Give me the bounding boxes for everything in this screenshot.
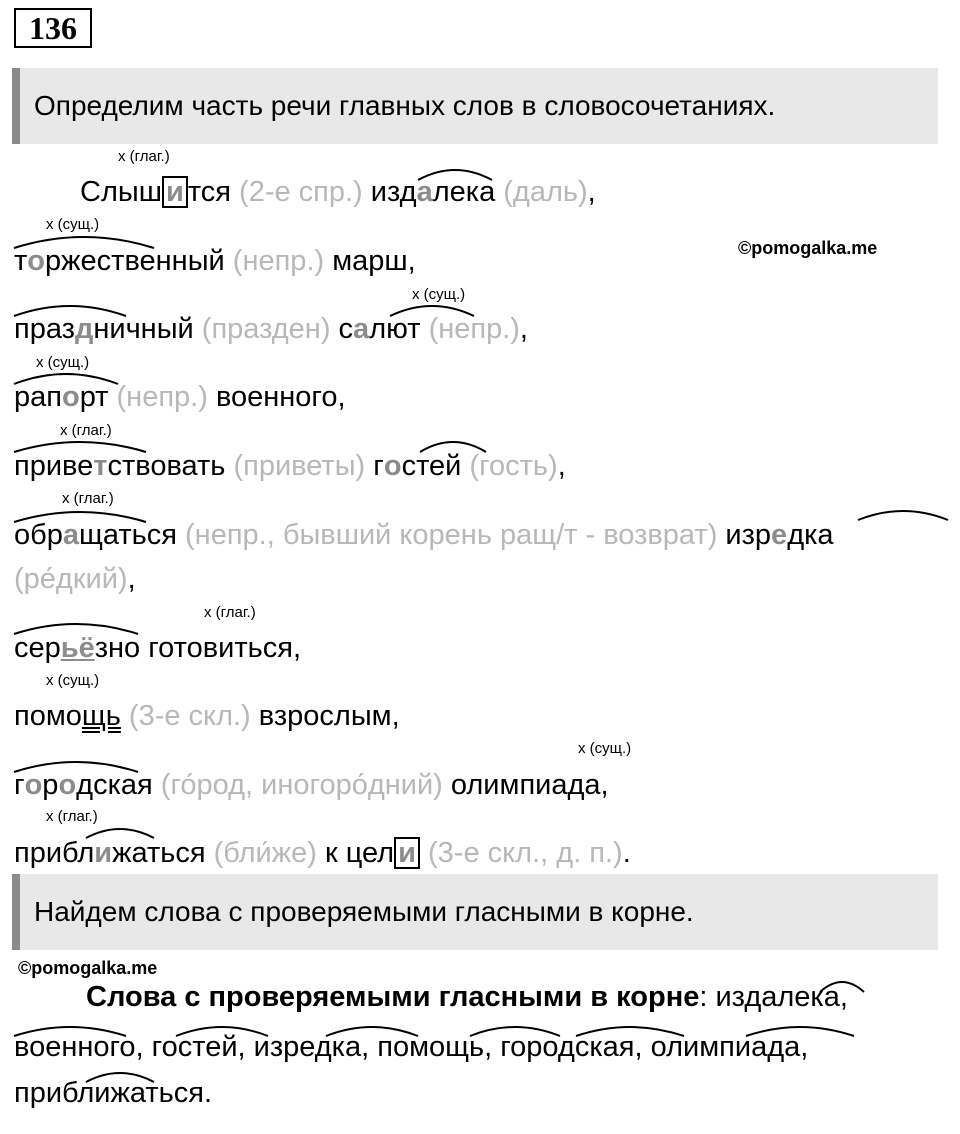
word-part: марш,	[332, 245, 416, 277]
hint: (2-е спр.)	[230, 176, 371, 208]
highlight-letter: д	[74, 313, 94, 345]
phrase-line-5	[14, 449, 566, 483]
word-part: дская	[76, 769, 153, 801]
phrase-line-3	[14, 312, 528, 346]
watermark: ©pomogalka.me	[18, 958, 158, 978]
word-part: зно готовиться,	[94, 632, 302, 664]
hint: (3-е скл., д. п.)	[419, 837, 623, 869]
watermark: ©pomogalka.me	[738, 238, 878, 258]
word-part: р	[42, 769, 59, 801]
note-verb: x (глаг.)	[118, 148, 170, 165]
answer-line-3	[14, 1076, 212, 1110]
word-part: обр	[14, 519, 63, 551]
phrase-line-6	[14, 518, 834, 552]
answer-text: : издалека,	[699, 981, 848, 1013]
word-part: г	[14, 769, 25, 801]
answer-text: военного, гостей, изредка, помощь, городская, олимпиада,	[14, 1031, 809, 1063]
word-part: жаться	[112, 837, 206, 869]
hint: (празден)	[193, 313, 339, 345]
word-part: военного,	[215, 381, 346, 413]
note-noun: x (сущ.)	[578, 740, 632, 757]
word-part: изд	[370, 176, 417, 208]
note-verb: x (глаг.)	[204, 604, 256, 621]
word-part: ничный	[93, 313, 194, 345]
highlight-letter: а	[353, 313, 370, 345]
highlight-letter: ё	[78, 632, 95, 664]
highlight-letter: о	[383, 450, 402, 482]
phrase-line-11	[14, 836, 631, 870]
word-part: лека	[432, 176, 496, 208]
word-part: дка	[787, 519, 834, 551]
word-part: лют	[369, 313, 421, 345]
word-part: сер	[14, 632, 61, 664]
phrase-line-7	[14, 562, 136, 596]
answer-line-1	[86, 980, 848, 1014]
ending-box: и	[162, 176, 188, 208]
word-part: тся	[187, 176, 231, 208]
highlight-letter: о	[27, 245, 46, 277]
note-verb: x (глаг.)	[60, 422, 112, 439]
hint: (го́род, иногоро́дний)	[152, 769, 451, 801]
highlight-letter: а	[62, 519, 80, 551]
word-part: щаться	[79, 519, 177, 551]
punct: ,	[519, 313, 528, 345]
phrase-line-4	[14, 380, 346, 414]
note-verb: x (глаг.)	[62, 490, 114, 507]
note-verb: x (глаг.)	[46, 808, 98, 825]
note-noun: x (сущ.)	[46, 672, 100, 689]
word-part: с	[338, 313, 354, 345]
word-part: г	[373, 450, 384, 482]
task-number: 136	[14, 8, 92, 48]
word-part: прибл	[14, 837, 95, 869]
word-part: взрослым,	[258, 700, 400, 732]
highlight-letter: ь	[60, 632, 79, 664]
answer-heading: Слова с проверяемыми гласными в корне	[86, 981, 700, 1013]
punct: .	[622, 837, 631, 869]
highlight-letter: и	[94, 837, 113, 869]
phrase-line-2	[14, 244, 416, 278]
answer-line-2	[14, 1030, 808, 1064]
phrase-line-9	[14, 699, 400, 733]
instruction-banner-2: Найдем слова с проверяемыми гласными в корне.	[12, 874, 938, 950]
note-noun: x (сущ.)	[412, 286, 466, 303]
highlight-letter: о	[61, 381, 80, 413]
highlight-letter: е	[771, 519, 788, 551]
word-part: помо	[14, 700, 82, 732]
word-part: ржественный	[45, 245, 225, 277]
highlight-letter: о	[58, 769, 77, 801]
highlight-letter: о	[24, 769, 43, 801]
punct: ,	[557, 450, 566, 482]
word-part: праз	[14, 313, 75, 345]
highlight-letter: а	[416, 176, 433, 208]
hint: (ре́дкий)	[14, 563, 128, 595]
word-part: рап	[14, 381, 62, 413]
highlight-letter: т	[93, 450, 108, 482]
hint: (3-е скл.)	[120, 700, 259, 732]
word-part: т	[14, 245, 28, 277]
word-part: изр	[725, 519, 772, 551]
punct: ,	[127, 563, 136, 595]
ending-box: и	[394, 837, 420, 869]
hint: (непр., бывший корень ращ/т - возврат)	[176, 519, 726, 551]
phrase-line-1	[80, 175, 596, 209]
phrase-line-10	[14, 768, 609, 802]
hint: (непр.)	[108, 381, 216, 413]
word-part: приве	[14, 450, 94, 482]
hint: (непр.)	[224, 245, 333, 277]
hint: (бли́же)	[205, 837, 325, 869]
word-part: Слыш	[80, 176, 162, 208]
hint: (даль)	[495, 176, 588, 208]
instruction-banner-1: Определим часть речи главных слов в словосочетаниях.	[12, 68, 938, 144]
phrase-line-8	[14, 631, 301, 665]
word-part: рт	[79, 381, 109, 413]
note-noun: x (сущ.)	[36, 354, 90, 371]
word-part: к цел	[324, 837, 395, 869]
underlined-ending: щь	[81, 700, 121, 732]
answer-text: приближаться.	[14, 1077, 213, 1109]
word-part: олимпиада,	[450, 769, 609, 801]
note-noun: x (сущ.)	[46, 216, 100, 233]
hint: (гость)	[461, 450, 558, 482]
root-arc	[858, 511, 948, 520]
word-part: стей	[401, 450, 462, 482]
word-part: ствовать	[107, 450, 226, 482]
hint: (непр.)	[420, 313, 520, 345]
hint: (приветы)	[225, 450, 374, 482]
punct: ,	[587, 176, 596, 208]
